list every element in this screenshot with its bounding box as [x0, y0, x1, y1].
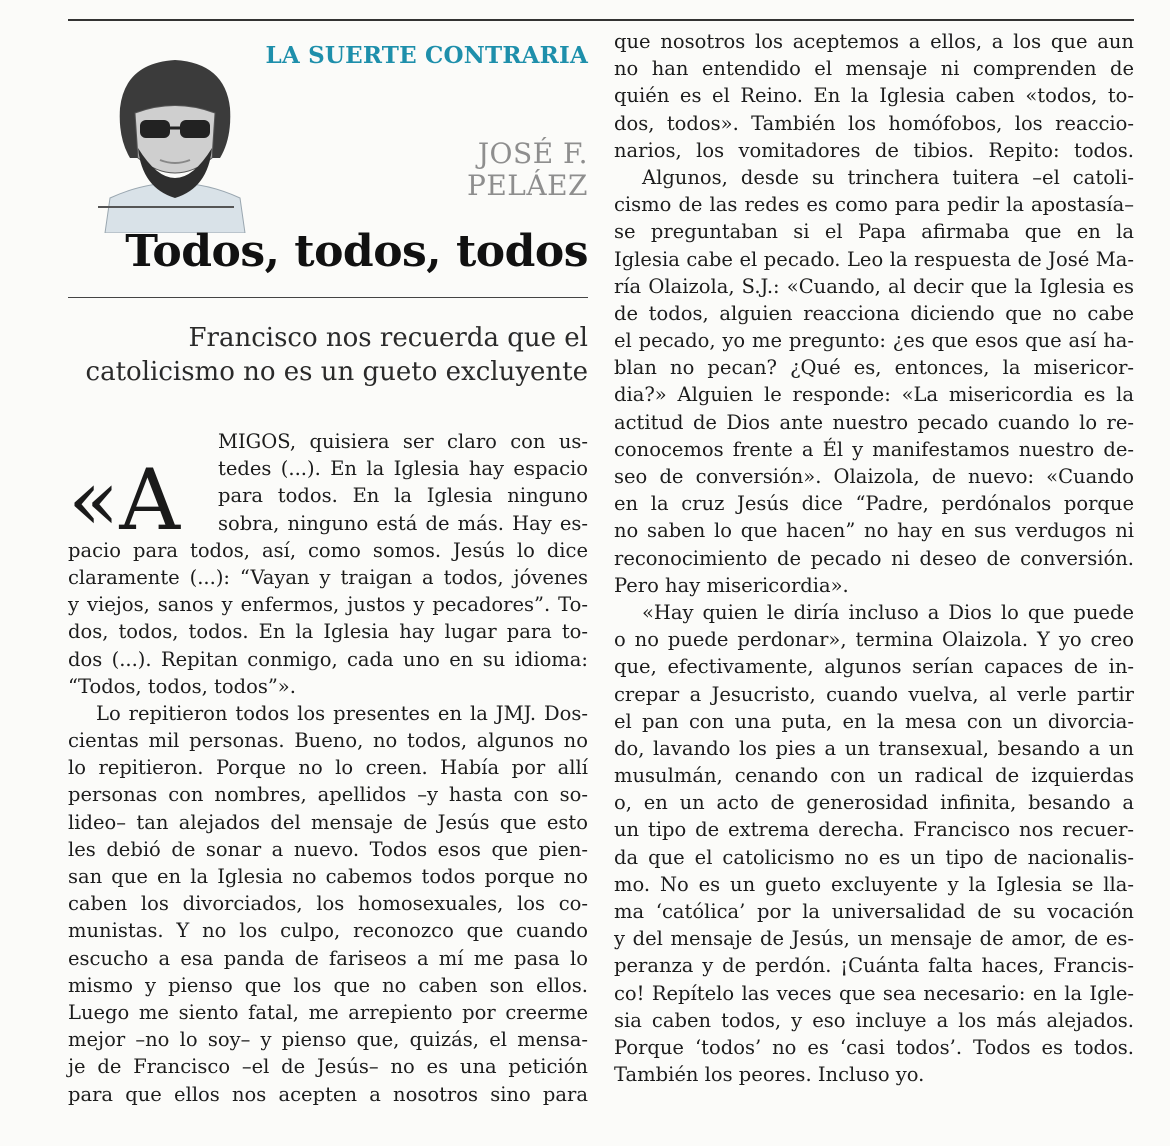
text-line: Iglesia cabe el pecado. Leo la respuesta de José Ma- — [614, 247, 1134, 271]
text-line: MIGOS, quisiera ser claro con us- — [218, 430, 588, 453]
text-line: para que ellos nos acepten a nosotros sino para — [68, 1082, 588, 1106]
text-line: sobra, ninguno está de más. Hay es- — [218, 511, 588, 535]
text-line: Algunos, desde su trinchera tuitera –el catoli- — [642, 165, 1134, 189]
headline: Todos, todos, todos — [125, 226, 588, 277]
text-line: el pecado, yo me pregunto: ¿es que esos que así ha- — [614, 329, 1134, 353]
text-line: narios, los vomitadores de tibios. Repito: todos. — [614, 138, 1134, 162]
text-line: se preguntaban si el Papa afirmaba que en la — [614, 220, 1134, 244]
headline-rule — [68, 297, 588, 298]
author-first-name: JOSÉ F. — [477, 137, 588, 170]
text-line: dos, todos». También los homófobos, los reaccio- — [614, 111, 1134, 135]
text-line: el pan con una puta, en la mesa con un divorcia- — [614, 709, 1134, 733]
text-line: lo repitieron. Porque no lo creen. Había por allí — [68, 756, 588, 780]
subtitle-line: Francisco nos recuerda que el — [188, 323, 588, 353]
text-line: munistas. Y no los culpo, reconozco que cuando — [68, 919, 588, 943]
text-line: musulmán, cenando con un radical de izquierdas — [614, 764, 1134, 788]
text-line: un tipo de extrema derecha. Francisco nos recuer- — [614, 818, 1134, 842]
text-line: que nosotros los aceptemos a ellos, a los que aun — [614, 30, 1134, 53]
section-title: LA SUERTE CONTRARIA — [265, 42, 588, 69]
text-line: san que en la Iglesia no cabemos todos porque no — [68, 865, 588, 888]
text-line: lideo– tan alejados del mensaje de Jesús que esto — [68, 810, 588, 834]
text-line: actitud de Dios ante nuestro pecado cuando lo re- — [614, 410, 1134, 434]
text-line: mismo y pienso que los que no caben son ellos. — [68, 973, 588, 997]
text-line: Porque ‘todos’ no es ‘casi todos’. Todos es todos. — [614, 1035, 1134, 1059]
text-line: claramente (...): “Vayan y traigan a todos, jóvenes — [68, 565, 588, 589]
text-line: escucho a esa panda de fariseos a mí me pasa lo — [68, 946, 588, 970]
text-line: conocemos frente a Él y manifestamos nuestro de- — [614, 437, 1134, 461]
text-line: dia?» Alguien le responde: «La misericordia es la — [614, 383, 1134, 407]
drop-cap: «A — [68, 451, 181, 549]
text-line: «Hay quien le diría incluso a Dios lo que puede — [642, 600, 1134, 624]
text-line: no han entendido el mensaje ni comprenden de — [614, 57, 1134, 81]
portrait-rule — [98, 206, 234, 208]
text-line: ría Olaizola, S.J.: «Cuando, al decir que la Iglesia es — [614, 274, 1134, 298]
text-line: para todos. En la Iglesia ninguno — [218, 484, 588, 508]
text-line: les debió de sonar a nuevo. Todos esos que pien- — [68, 837, 588, 861]
text-line: reconocimiento de pecado ni deseo de conversión. — [614, 546, 1134, 570]
text-line: ma ‘católica’ por la universalidad de su vocación — [614, 900, 1134, 923]
subtitle — [86, 321, 588, 389]
author-last-name: PELÁEZ — [467, 169, 588, 202]
text-line: crepar a Jesucristo, cuando vuelva, al verle partir — [614, 682, 1134, 706]
text-line: Luego me siento fatal, me arrepiento por creerme — [68, 1000, 588, 1024]
text-line: blan no pecan? ¿Qué es, entonces, la misericor- — [614, 356, 1134, 380]
text-line: personas con nombres, apellidos –y hasta con so- — [68, 783, 588, 807]
text-line: en la cruz Jesús dice “Padre, perdónalos porque — [614, 492, 1134, 516]
text-line: pacio para todos, así, como somos. Jesús lo dice — [68, 538, 588, 562]
text-line: mo. No es un gueto excluyente y la Iglesia se lla- — [614, 872, 1134, 896]
text-line: que, efectivamente, algunos serían capaces de in- — [614, 655, 1134, 679]
text-line: quién es el Reino. En la Iglesia caben «todos, to- — [614, 84, 1134, 108]
text-line: dos (...). Repitan conmigo, cada uno en su idioma: — [68, 647, 588, 671]
subtitle-line: catolicismo no es un gueto excluyente — [85, 357, 588, 387]
text-line: y del mensaje de Jesús, un mensaje de amor, de es- — [614, 927, 1134, 951]
text-line: co! Repítelo las veces que sea necesario: en la Igle- — [614, 981, 1134, 1005]
text-line: o, en un acto de generosidad infinita, besando a — [614, 791, 1134, 815]
text-line: cismo de las redes es como para pedir la apostasía– — [614, 193, 1134, 217]
text-line: da que el catolicismo no es un tipo de nacionalis- — [614, 845, 1134, 869]
text-line: tedes (...). En la Iglesia hay espacio — [218, 457, 588, 481]
text-line: dos, todos, todos. En la Iglesia hay lugar para to- — [68, 620, 588, 644]
text-line: y viejos, sanos y enfermos, justos y pecadores”. To- — [68, 593, 588, 617]
text-line: Pero hay misericordia». — [614, 573, 849, 597]
right-body-text — [614, 28, 1134, 1088]
text-line: do, lavando los pies a un transexual, besando a un — [614, 736, 1134, 760]
text-line: je de Francisco –el de Jesús– no es una petición — [68, 1055, 588, 1079]
text-line: de todos, alguien reacciona diciendo que no cabe — [614, 301, 1134, 325]
top-rule — [68, 19, 1134, 21]
text-line: no saben lo que hacen” no hay en sus verdugos ni — [614, 519, 1134, 543]
left-body-text — [68, 428, 588, 1108]
text-line: cientas mil personas. Bueno, no todos, algunos no — [68, 729, 588, 753]
text-line: Lo repitieron todos los presentes en la JMJ. Dos- — [96, 701, 588, 725]
text-line: seo de conversión». Olaizola, de nuevo: «Cuando — [614, 465, 1134, 488]
text-line: “Todos, todos, todos”». — [68, 674, 296, 698]
text-line: sia caben todos, y eso incluye a los más alejados. — [614, 1008, 1134, 1032]
text-line: o no puede perdonar», termina Olaizola. Y yo creo — [614, 628, 1134, 652]
text-line: mejor –no lo soy– y pienso que, quizás, el mensa- — [68, 1028, 588, 1052]
author-name — [467, 138, 588, 202]
text-line: peranza y de perdón. ¡Cuánta falta haces, Francis- — [614, 954, 1134, 978]
text-line: También los peores. Incluso yo. — [614, 1063, 925, 1087]
text-line: caben los divorciados, los homosexuales, los co- — [68, 892, 588, 916]
